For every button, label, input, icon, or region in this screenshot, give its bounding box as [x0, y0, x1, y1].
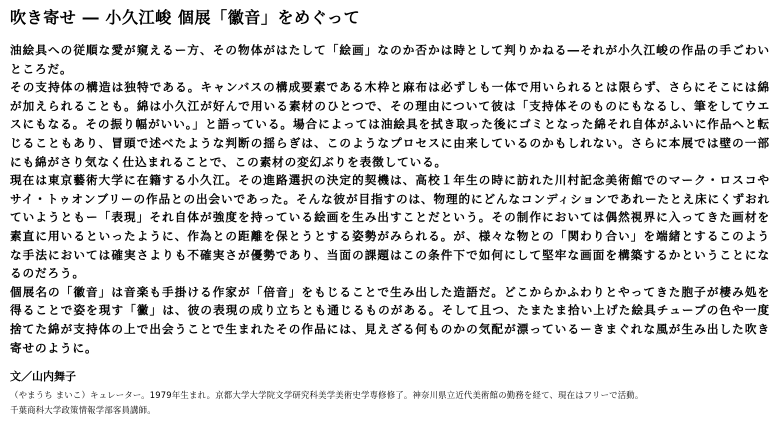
author-bio-line: 千葉商科大学政策情報学部客員講師。	[10, 405, 156, 416]
byline: 文／山内舞子	[10, 370, 76, 384]
author-bio-line: （やまうち まいこ）キュレーター。1979年生まれ。京都大学大学院文学研究科美学美術史学専修修了。神奈川県立近代美術館の勤務を経て、現在はフリーで活動。	[10, 390, 644, 401]
paragraph-exhibition-title: 個展名の「徽音」は音楽も手掛ける作家が「倍音」をもじることで生み出した造語だ。どこからかふわりとやってきた胞子が棲み処を得ることで姿を現す「黴」は、彼の表現の成り立ちとも通じるものがある。そして且つ、たまたま拾い上げた絵具チューブの色や一度捨てた綿が支持体の上で出会うことで生まれたその作品には、見えざる何ものかの気配が漂っているーきまぐれな風が生み出した吹き寄せのように。	[10, 284, 770, 355]
paragraph-artist-background: 現在は東京藝術大学に在籍する小久江。その進路選択の決定的契機は、高校１年生の時に訪れた川村記念美術館でのマーク・ロスコやサイ・トゥオンブリーの作品との出会いであった。そんな彼が目指すのは、物理的にどんなコンディションであれーたとえ床にくずおれていようともー「表現」それ自体が強度を持っている絵画を生み出すことだという。その制作においては偶然視界に入ってきた画材を素直に用いるといったように、作為との距離を保とうとする姿勢がみられる。が、様々な物との「関わり合い」を端緒とするこのような手法においては確実さよりも不確実さが優勢であり、当面の課題はこの条件下で如何にして堅牢な画面を構築するかということになるのだろう。	[10, 173, 770, 281]
article-title: 吹き寄せ ― 小久江峻 個展「徽音」をめぐって	[10, 8, 361, 27]
article-body	[10, 41, 770, 357]
paragraph-support-structure: その支持体の構造は独特である。キャンバスの構成要素である木枠と麻布は必ずしも一体で用いられるとは限らず、さらにそこには綿が加えられることも。綿は小久江が好んで用いる素材のひとつで、その理由について彼は「支持体そのものにもなるし、筆をしてウエスにもなる。その振り幅がいい。」と語っている。場合によっては油絵具を拭き取った後にゴミとなった綿それ自体がふいに作品へと転じることもあり、冒頭で述べたような判断の揺らぎは、このようなプロセスに由来しているのかもしれない。さらに本展では壁の一部にも綿がさり気なく仕込まれることで、この素材の変幻ぶりを表徴している。	[10, 80, 770, 169]
paragraph-intro: 油絵具への従順な愛が窺えるー方、その物体がはたして「絵画」なのか否かは時として判りかねる―それが小久江峻の作品の手ごわいところだ。	[10, 43, 770, 76]
author-bio	[10, 388, 770, 418]
